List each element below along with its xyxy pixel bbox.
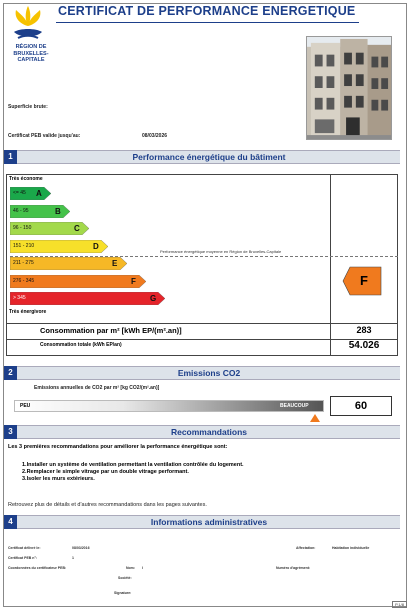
total-consumption-value: 54.026: [348, 340, 380, 351]
emissions-marker: [310, 414, 320, 422]
section-number: 2: [4, 366, 17, 380]
energy-band-g: [10, 292, 166, 305]
band-range: 46 - 95: [13, 207, 29, 214]
band-letter: F: [131, 276, 136, 286]
average-line: [10, 256, 398, 257]
divider: [6, 323, 398, 324]
section-title: Informations administratives: [150, 517, 268, 527]
band-letter: D: [93, 241, 99, 251]
very-energy-intensive-label: Très énergivore: [9, 309, 47, 315]
band-arrow: [10, 292, 166, 305]
consumption-per-m2-label: Consommation par m² [kWh EP/(m².an)]: [40, 326, 182, 335]
company-label: Société:: [118, 576, 132, 580]
band-range: 276 - 345: [13, 277, 35, 284]
recommendations-intro: Les 3 premières recommandations pour améliorer la performance énergétique sont:: [8, 444, 228, 450]
section-number: 4: [4, 515, 17, 529]
energy-band-b: [10, 205, 71, 218]
certificate-number-label: Certificat PEB n°:: [8, 556, 38, 560]
emissions-scale-bar: [14, 400, 324, 412]
section-2-header: [4, 366, 400, 380]
title-rule: [56, 22, 359, 23]
region-line: RÉGION DE: [15, 44, 47, 50]
building-photo: [306, 36, 392, 140]
energy-band-e: [10, 257, 128, 270]
rating-letter: F: [360, 273, 368, 288]
section-4-header: [4, 515, 400, 529]
delivered-label: Certificat délivré le:: [8, 546, 41, 550]
band-letter: B: [55, 206, 61, 216]
total-consumption-label: Consommation totale (kWh EP/an): [40, 342, 122, 348]
energy-band-f: [10, 275, 147, 288]
band-letter: A: [36, 189, 42, 198]
recommendation-item: 2.Remplacer le simple vitrage par un double vitrage performant.: [22, 469, 189, 475]
section-3-header: [4, 425, 400, 439]
assignment-label: Affectation:: [296, 546, 316, 550]
band-range: 151 - 210: [13, 242, 35, 249]
section-1-header: [4, 150, 400, 164]
region-line: BRUXELLES-: [13, 50, 49, 57]
approval-number-label: Numéro d'agrément:: [276, 566, 311, 570]
rating-column: [330, 174, 398, 324]
section-title: Performance énergétique du bâtiment: [132, 152, 286, 162]
scale-low-label: PEU: [20, 403, 31, 409]
section-number: 3: [4, 425, 17, 439]
name-value: I: [142, 566, 143, 570]
band-letter: G: [150, 294, 157, 303]
signature-label: Signature:: [114, 591, 132, 595]
emissions-value: 60: [330, 396, 392, 416]
recommendation-item: 1.Installer un système de ventilation permettant la ventilation contrôlée du logement.: [22, 462, 244, 468]
energy-band-d: [10, 240, 109, 253]
section-title: Emissions CO2: [177, 368, 241, 378]
scale-high-label: BEAUCOUP: [280, 403, 309, 409]
section-title: Recommandations: [170, 427, 248, 437]
assignment-value: Habitation individuelle: [332, 546, 370, 550]
energy-band-c: [10, 222, 90, 235]
band-range: > 345: [13, 295, 26, 301]
band-range: 96 - 150: [13, 225, 32, 231]
recommendations-footer: Retrouvez plus de détails et d'autres recommandations dans les pages suivantes.: [8, 502, 207, 508]
delivered-value: 08/03/2016: [72, 546, 90, 550]
certificate-number-value: 1: [72, 556, 74, 560]
validity-label: Certificat PEB valide jusqu'au:: [8, 133, 81, 139]
average-note: Performance énergétique moyenne en Région de Bruxelles-Capitale: [160, 249, 282, 254]
document-title: CERTIFICAT DE PERFORMANCE ENERGETIQUE: [58, 4, 356, 18]
brussels-region-logo: [8, 4, 48, 48]
section-number: 1: [4, 150, 17, 164]
band-range: <= 45: [13, 190, 26, 196]
consumption-per-m2-value: 283: [356, 325, 372, 335]
certifier-label: Coordonnées du certificateur PEB:: [8, 566, 67, 570]
band-letter: C: [74, 224, 80, 233]
emissions-label: Emissions annuelles de CO2 par m² [kg CO2/(m².an)]: [34, 385, 160, 391]
region-name: [6, 44, 56, 64]
band-letter: E: [112, 259, 118, 268]
band-range: 211 - 275: [13, 260, 34, 266]
name-label: Nom:: [126, 566, 135, 570]
validity-value: 08/03/2026: [142, 133, 168, 139]
recommendation-item: 3.Isoler les murs extérieurs.: [22, 476, 95, 482]
superficie-label: Superficie brute:: [8, 104, 48, 110]
page-number: P.1/8: [392, 601, 407, 608]
region-line: CAPITALE: [17, 57, 45, 63]
very-economical-label: Très économe: [9, 176, 43, 182]
energy-band-a: [10, 187, 52, 200]
